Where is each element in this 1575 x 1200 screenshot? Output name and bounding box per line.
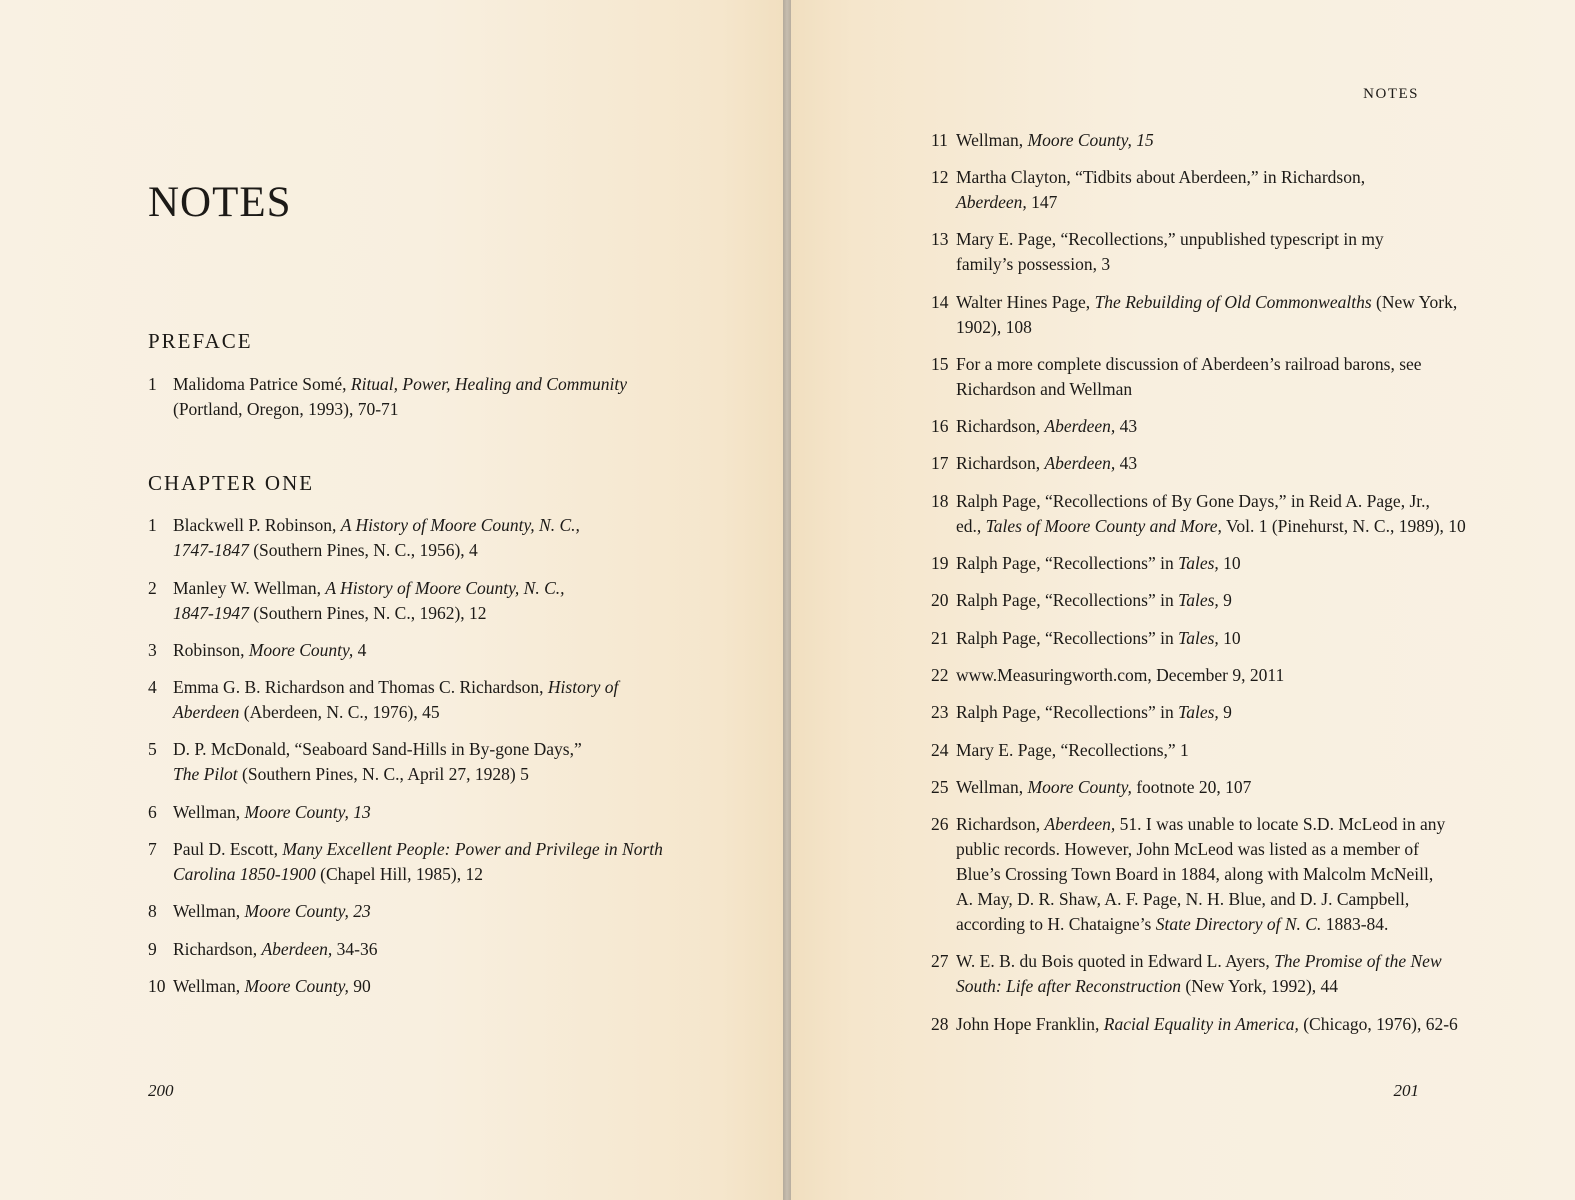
note-text: Wellman, Moore County, 23 — [173, 901, 371, 921]
note-text: Mary E. Page, “Recollections,” 1 — [956, 740, 1189, 760]
note-item — [148, 899, 371, 924]
note-text: Robinson, Moore County, 4 — [173, 640, 367, 660]
left-page — [0, 0, 783, 1200]
note-number: 15 — [931, 354, 949, 374]
note-item — [931, 588, 1232, 613]
note-number: 25 — [931, 777, 949, 797]
page-title: NOTES — [148, 179, 292, 226]
note-text: Richardson, Aberdeen, 51. I was unable to locate S.D. McLeod in any public records. However, John McLeod was listed as a member of Blue’s Crossing Town Board in 1884, along with Malcolm McNeill, A. May, D. R. Shaw, A. F. Page, N. H. Blue, and D. J. Campbell, according to H. Chataigne’s State Directory of N. C. 1883-84. — [956, 814, 1446, 934]
note-number: 7 — [148, 839, 157, 859]
note-item — [931, 949, 1442, 999]
note-number: 16 — [931, 416, 949, 436]
note-item — [931, 663, 1284, 688]
note-number: 11 — [931, 130, 948, 150]
note-item — [931, 1012, 1458, 1037]
note-text: Ralph Page, “Recollections” in Tales, 10 — [956, 628, 1241, 648]
note-text: For a more complete discussion of Aberdeen’s railroad barons, see Richardson and Wellman — [956, 354, 1422, 399]
note-text: Martha Clayton, “Tidbits about Aberdeen,” in Richardson, Aberdeen, 147 — [956, 167, 1366, 212]
section-heading-chapter-one: CHAPTER ONE — [148, 471, 315, 495]
note-item — [148, 372, 627, 422]
note-text: Wellman, Moore County, 90 — [173, 976, 371, 996]
note-number: 27 — [931, 951, 949, 971]
note-number: 23 — [931, 702, 949, 722]
note-number: 8 — [148, 901, 157, 921]
note-item — [931, 738, 1189, 763]
section-heading-preface: PREFACE — [148, 329, 253, 353]
note-item — [931, 352, 1422, 402]
note-number: 21 — [931, 628, 949, 648]
note-text: Emma G. B. Richardson and Thomas C. Richardson, History of Aberdeen (Aberdeen, N. C., 1976), 45 — [173, 677, 619, 722]
note-text: Wellman, Moore County, 13 — [173, 802, 371, 822]
note-number: 22 — [931, 665, 949, 685]
note-item — [931, 128, 1154, 153]
note-number: 24 — [931, 740, 949, 760]
note-item — [931, 414, 1137, 439]
note-text: Manley W. Wellman, A History of Moore County, N. C., 1847-1947 (Southern Pines, N. C., 1962), 12 — [173, 578, 565, 623]
note-item — [931, 551, 1241, 576]
note-text: Walter Hines Page, The Rebuilding of Old Commonwealths (New York, 1902), 108 — [956, 292, 1458, 337]
note-text: Wellman, Moore County, footnote 20, 107 — [956, 777, 1252, 797]
note-item — [148, 638, 366, 663]
note-text: D. P. McDonald, “Seaboard Sand-Hills in By-gone Days,” The Pilot (Southern Pines, N. C., April 27, 1928) 5 — [173, 739, 582, 784]
note-text: Ralph Page, “Recollections” in Tales, 9 — [956, 590, 1232, 610]
note-text: John Hope Franklin, Racial Equality in America, (Chicago, 1976), 62-6 — [956, 1014, 1458, 1034]
running-head: NOTES — [1363, 86, 1419, 102]
note-number: 9 — [148, 939, 157, 959]
note-item — [931, 626, 1241, 651]
note-number: 17 — [931, 453, 949, 473]
note-text: Wellman, Moore County, 15 — [956, 130, 1154, 150]
note-number: 3 — [148, 640, 157, 660]
note-number: 19 — [931, 553, 949, 573]
note-number: 13 — [931, 229, 949, 249]
note-number: 14 — [931, 292, 949, 312]
note-text: Mary E. Page, “Recollections,” unpublished typescript in my family’s possession, 3 — [956, 229, 1384, 274]
note-item — [148, 800, 371, 825]
note-text: Malidoma Patrice Somé, Ritual, Power, Healing and Community (Portland, Oregon, 1993), 70-71 — [173, 374, 627, 419]
note-number: 12 — [931, 167, 949, 187]
note-item — [148, 937, 377, 962]
note-text: www.Measuringworth.com, December 9, 2011 — [956, 665, 1285, 685]
note-text: Richardson, Aberdeen, 34-36 — [173, 939, 378, 959]
note-item — [931, 775, 1251, 800]
note-text: Paul D. Escott, Many Excellent People: Power and Privilege in North Carolina 1850-1900 (Chapel Hill, 1985), 12 — [173, 839, 663, 884]
note-item — [148, 737, 582, 787]
note-number: 20 — [931, 590, 949, 610]
note-text: Ralph Page, “Recollections” in Tales, 9 — [956, 702, 1232, 722]
note-item — [931, 489, 1466, 539]
note-text: Ralph Page, “Recollections of By Gone Days,” in Reid A. Page, Jr., ed., Tales of Moore County and More, Vol. 1 (Pinehurst, N. C., 1989), 10 — [956, 491, 1466, 536]
note-number: 1 — [148, 515, 157, 535]
note-item — [148, 513, 580, 563]
note-item — [931, 451, 1137, 476]
page-number: 200 — [148, 1081, 174, 1100]
note-item — [931, 700, 1232, 725]
note-text: Ralph Page, “Recollections” in Tales, 10 — [956, 553, 1241, 573]
note-number: 4 — [148, 677, 157, 697]
note-item — [148, 576, 565, 626]
note-item — [931, 290, 1457, 340]
note-item — [148, 974, 371, 999]
note-number: 6 — [148, 802, 157, 822]
note-number: 26 — [931, 814, 949, 834]
page-number: 201 — [1393, 1081, 1419, 1100]
note-number: 5 — [148, 739, 157, 759]
note-item — [148, 837, 663, 887]
note-text: Richardson, Aberdeen, 43 — [956, 453, 1138, 473]
note-number: 28 — [931, 1014, 949, 1034]
note-number: 10 — [148, 976, 166, 996]
note-item — [931, 812, 1445, 937]
note-number: 1 — [148, 374, 157, 394]
note-number: 18 — [931, 491, 949, 511]
note-text: Richardson, Aberdeen, 43 — [956, 416, 1138, 436]
note-text: W. E. B. du Bois quoted in Edward L. Ayers, The Promise of the New South: Life after Reconstruction (New York, 1992), 44 — [956, 951, 1442, 996]
note-item — [931, 165, 1365, 215]
note-item — [148, 675, 618, 725]
note-text: Blackwell P. Robinson, A History of Moore County, N. C., 1747-1847 (Southern Pines, N. C., 1956), 4 — [173, 515, 580, 560]
note-item — [931, 227, 1384, 277]
book-gutter — [783, 0, 791, 1200]
note-number: 2 — [148, 578, 157, 598]
